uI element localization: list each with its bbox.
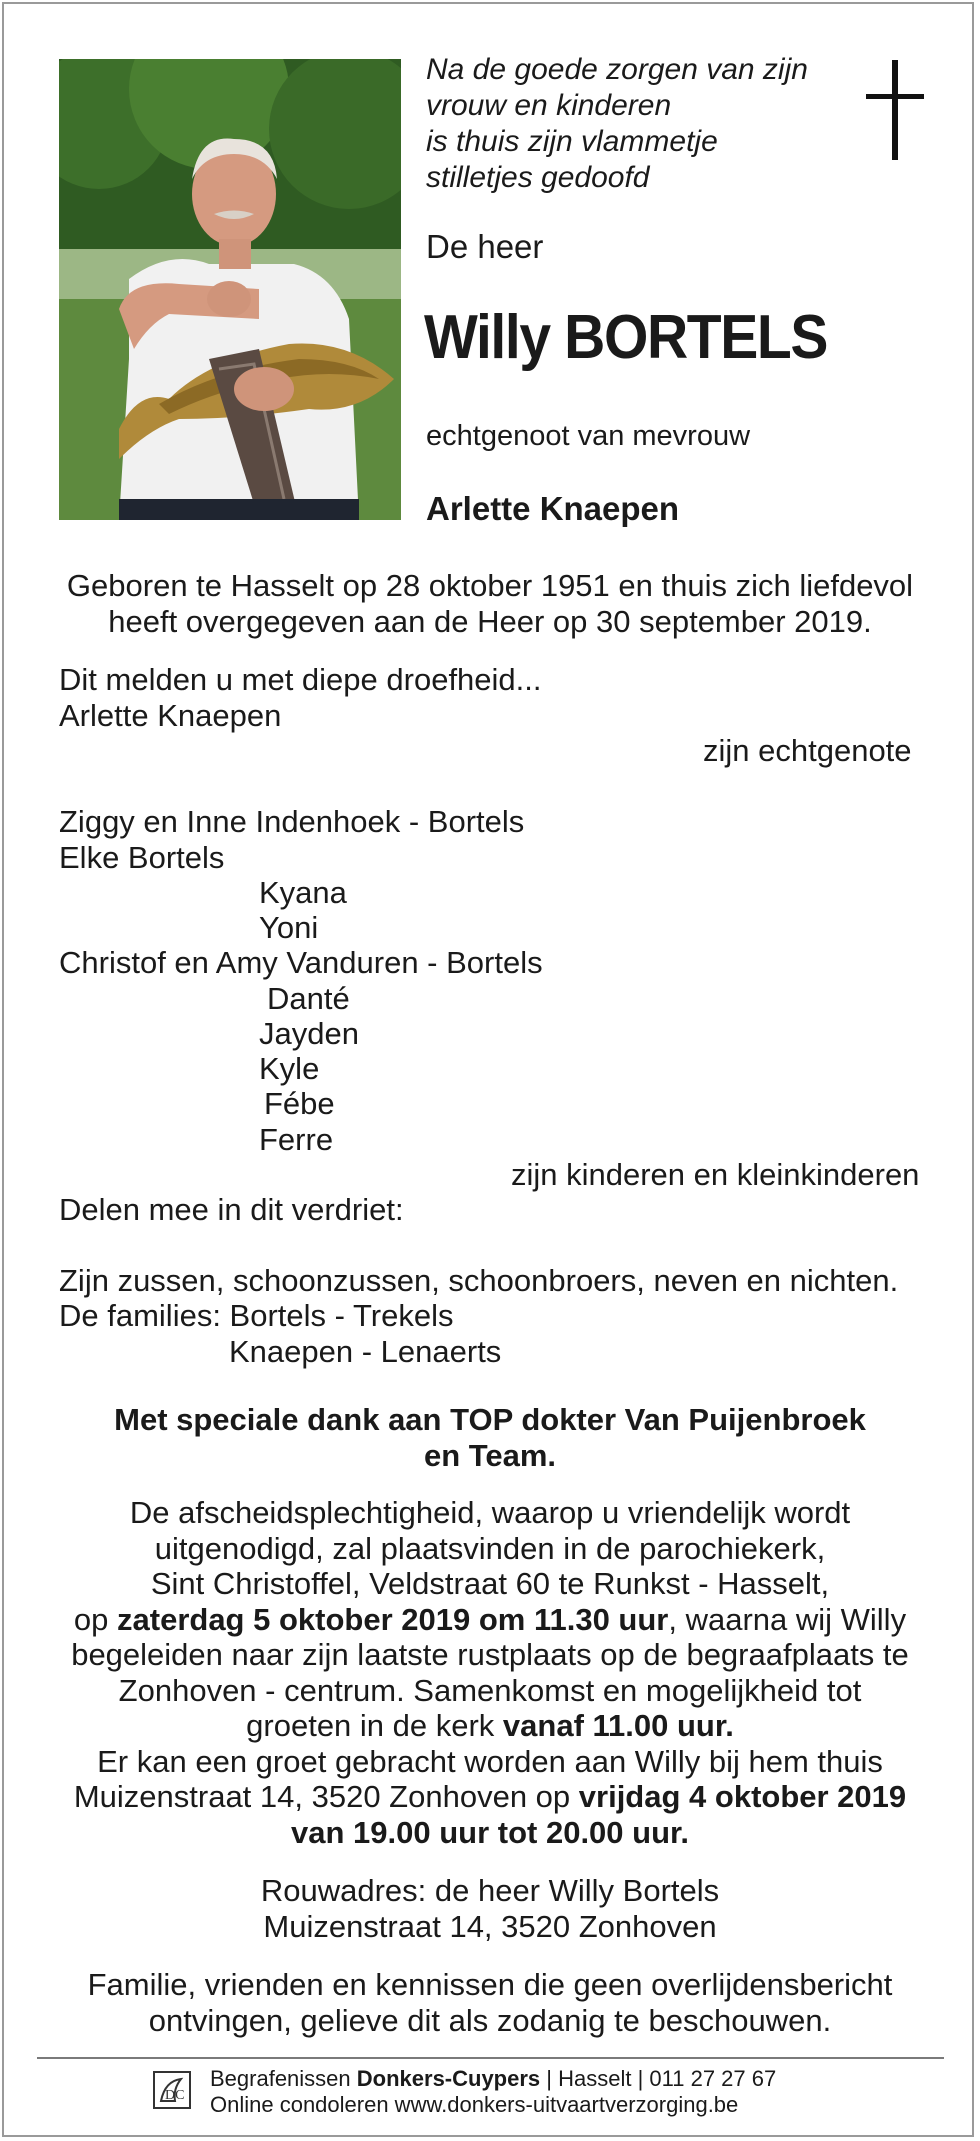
ceremony-text-part: op [73,1601,118,1637]
share-line: De families: Bortels - Trekels [59,1298,454,1333]
ceremony-line: begeleiden naar zijn laatste rustplaats op de begraafplaats te [71,1637,909,1672]
svg-text:DC: DC [165,2088,185,2103]
grandchild-name: Ferre [259,1122,334,1157]
footer-text: Begrafenissen [210,2066,357,2091]
notice-line: ontvingen, gelieve dit als zodanig te beschouwen. [148,2002,832,2038]
ceremony-text-part: , waarna wij Willy [668,1601,907,1637]
thanks-line: Met speciale dank aan TOP dokter Van Puijenbroek [114,1402,866,1437]
birth-text [0,568,980,639]
ceremony-text-part: groeten in de kerk [246,1708,503,1743]
birth-line: Geboren te Hasselt op 28 oktober 1951 en thuis zich liefdevol [66,568,914,603]
thanks-line: en Team. [423,1438,557,1473]
address-line: Rouwadres: de heer Willy Bortels [260,1873,720,1908]
deceased-name: Willy BORTELS [424,303,828,372]
intro-line: is thuis zijn vlammetje [426,125,718,158]
footer-contact: | Hasselt | 011 27 27 67 [540,2066,777,2091]
spouse-entry: Arlette Knaepen [59,698,282,733]
notice-line: Familie, vrienden en kennissen die geen overlijdensbericht [87,1967,893,2002]
grandchild-name: Jayden [259,1016,359,1051]
family-line: Ziggy en Inne Indenhoek - Bortels [59,804,525,839]
ceremony-line [0,1602,980,1638]
visitation-date: vrijdag 4 oktober 2019 [578,1779,907,1814]
ceremony-line: Er kan een groet gebracht worden aan Willy bij hem thuis [97,1743,883,1779]
address-line: Muizenstraat 14, 3520 Zonhoven [263,1908,717,1944]
intro-text [426,52,808,196]
spouse-name: Arlette Knaepen [426,490,680,527]
ceremony-line: uitgenodigd, zal plaatsvinden in de parochiekerk, [154,1530,826,1566]
birth-line: heeft overgegeven aan de Heer op 30 september 2019. [108,603,872,639]
funeral-home-logo-icon [153,2071,191,2109]
children-role: zijn kinderen en kleinkinderen [511,1157,920,1192]
cross-icon [866,60,924,160]
visitation-time: van 19.00 uur tot 20.00 uur. [291,1814,689,1850]
share-title: Delen mee in dit verdriet: [59,1192,404,1227]
ceremony-date: zaterdag 5 oktober 2019 om 11.30 uur [117,1601,669,1637]
mourning-address [0,1873,980,1944]
title-prefix: De heer [426,228,544,265]
thanks-text [0,1402,980,1474]
notice-text [0,1967,980,2038]
grandchild-name: Fébe [264,1086,335,1121]
spouse-label: echtgenoot van mevrouw [426,420,751,452]
spouse-role: zijn echtgenote [703,733,912,768]
footer-divider [37,2057,944,2059]
ceremony-line: Sint Christoffel, Veldstraat 60 te Runkst - Hasselt, [150,1566,830,1601]
ceremony-line [0,1815,980,1851]
announce-text: Dit melden u met diepe droefheid... [59,662,542,697]
ceremony-text [0,1495,980,1850]
ceremony-line: De afscheidsplechtigheid, waarop u vriendelijk wordt [129,1495,851,1530]
footer-website[interactable]: Online condoleren www.donkers-uitvaartverzorging.be [210,2092,739,2117]
intro-line: Na de goede zorgen van zijn [426,53,808,86]
funeral-home-name: Donkers-Cuypers [356,2066,541,2091]
family-line: Elke Bortels [59,840,225,875]
share-line: Knaepen - Lenaerts [229,1334,502,1369]
gathering-time: vanaf 11.00 uur. [502,1708,734,1743]
intro-line: stilletjes gedoofd [426,161,650,194]
grandchild-name: Yoni [259,910,319,945]
grandchild-name: Kyana [259,875,347,910]
ceremony-line [0,1708,980,1744]
footer-line-1 [210,2066,776,2092]
grandchild-name: Kyle [259,1051,320,1086]
ceremony-line [0,1779,980,1815]
ceremony-text-part: Muizenstraat 14, 3520 Zonhoven op [73,1779,579,1814]
share-line: Zijn zussen, schoonzussen, schoonbroers, neven en nichten. [59,1263,899,1298]
ceremony-line: Zonhoven - centrum. Samenkomst en mogelijkheid tot [118,1672,862,1708]
grandchild-name: Danté [267,981,350,1016]
family-line: Christof en Amy Vanduren - Bortels [59,945,543,980]
intro-line: vrouw en kinderen [426,89,672,122]
portrait-photo [59,59,401,520]
